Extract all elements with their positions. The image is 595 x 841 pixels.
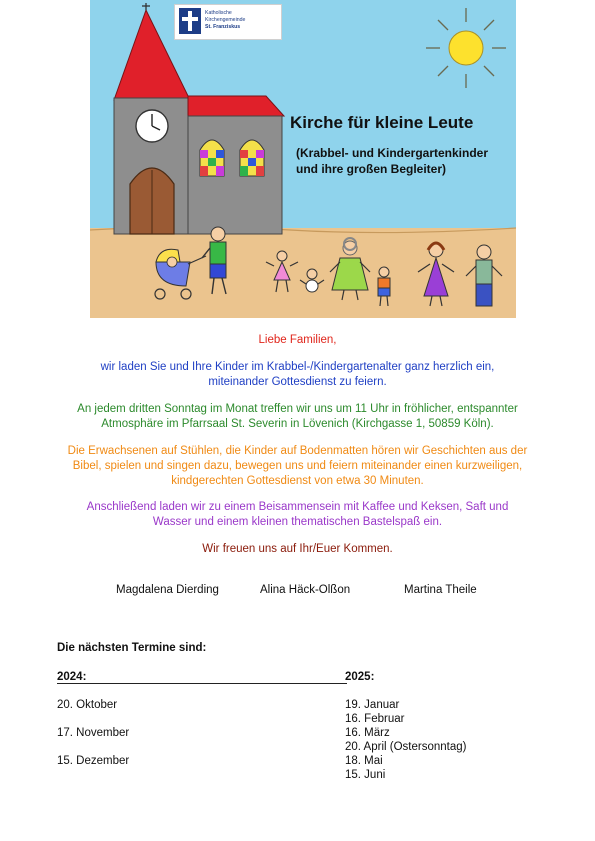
parish-logo-text	[205, 10, 245, 31]
signature-name: Martina Theile	[404, 584, 477, 596]
date-2024: 15. Dezember	[57, 755, 130, 767]
greeting: Liebe Familien,	[258, 334, 337, 346]
date-2024: 17. November	[57, 727, 130, 739]
program-line-1: Die Erwachsenen auf Stühlen, die Kinder auf Bodenmatten hören wir Geschichten aus der	[67, 445, 528, 457]
invitation-line-1: wir laden Sie und Ihre Kinder im Krabbel-/Kindergartenalter ganz herzlich ein,	[100, 361, 495, 373]
signature-name: Magdalena Dierding	[116, 584, 219, 596]
logo-line-3: St. Franziskus	[205, 24, 241, 30]
subtitle-line-2: und ihre großen Begleiter)	[296, 162, 447, 176]
date-2025: 19. Januar	[345, 699, 400, 711]
stained-window-left	[200, 140, 224, 176]
date-2025: 16. Februar	[345, 713, 405, 725]
date-2025: 20. April (Ostersonntag)	[345, 741, 467, 753]
program-line-2: Bibel, spielen und singen dazu, bewegen uns und feiern miteinander einen kurzweiligen,	[72, 460, 523, 472]
date-2025: 15. Juni	[345, 769, 386, 781]
gathering-paragraph	[40, 500, 555, 530]
date-2025: 16. März	[345, 727, 390, 739]
program-paragraph	[40, 444, 555, 489]
logo-line-2: Kirchengemeinde	[205, 17, 246, 23]
invitation-line-2: miteinander Gottesdienst zu feiern.	[208, 376, 387, 388]
gathering-line-2: Wasser und einem kleinen thematischen Bastelspaß ein.	[152, 516, 443, 528]
page-subtitle	[296, 145, 488, 177]
year-label-2025: 2025:	[345, 671, 375, 683]
schedule-paragraph	[40, 402, 555, 432]
dates-heading: Die nächsten Termine sind:	[57, 642, 207, 654]
divider-line	[57, 683, 347, 684]
gathering-line-1: Anschließend laden wir zu einem Beisammensein mit Kaffee und Keksen, Saft und	[86, 501, 509, 513]
page-title: Kirche für kleine Leute	[290, 113, 474, 132]
date-2024: 20. Oktober	[57, 699, 118, 711]
parish-logo	[174, 4, 282, 40]
schedule-line-2: Atmosphäre im Pfarrsaal St. Severin in Lövenich (Kirchgasse 1, 50859 Köln).	[101, 418, 494, 430]
stained-window-right	[240, 140, 264, 176]
subtitle-line-1: (Krabbel- und Kindergartenkinder	[296, 146, 489, 160]
sun-icon	[426, 8, 506, 88]
logo-line-1: Katholische	[205, 10, 232, 16]
clock-icon	[136, 110, 168, 142]
year-label-2024: 2024:	[57, 671, 87, 683]
closing-line: Wir freuen uns auf Ihr/Euer Kommen.	[202, 543, 393, 555]
parish-cross-icon	[179, 8, 201, 34]
signature-name: Alina Häck-Olßon	[260, 584, 351, 596]
invitation-paragraph	[40, 360, 555, 390]
schedule-line-1: An jedem dritten Sonntag im Monat treffen wir uns um 11 Uhr in fröhlicher, entspannter	[77, 403, 518, 415]
date-2025: 18. Mai	[345, 755, 383, 767]
program-line-3: kindgerechten Gottesdienst von etwa 30 Minuten.	[171, 475, 424, 487]
